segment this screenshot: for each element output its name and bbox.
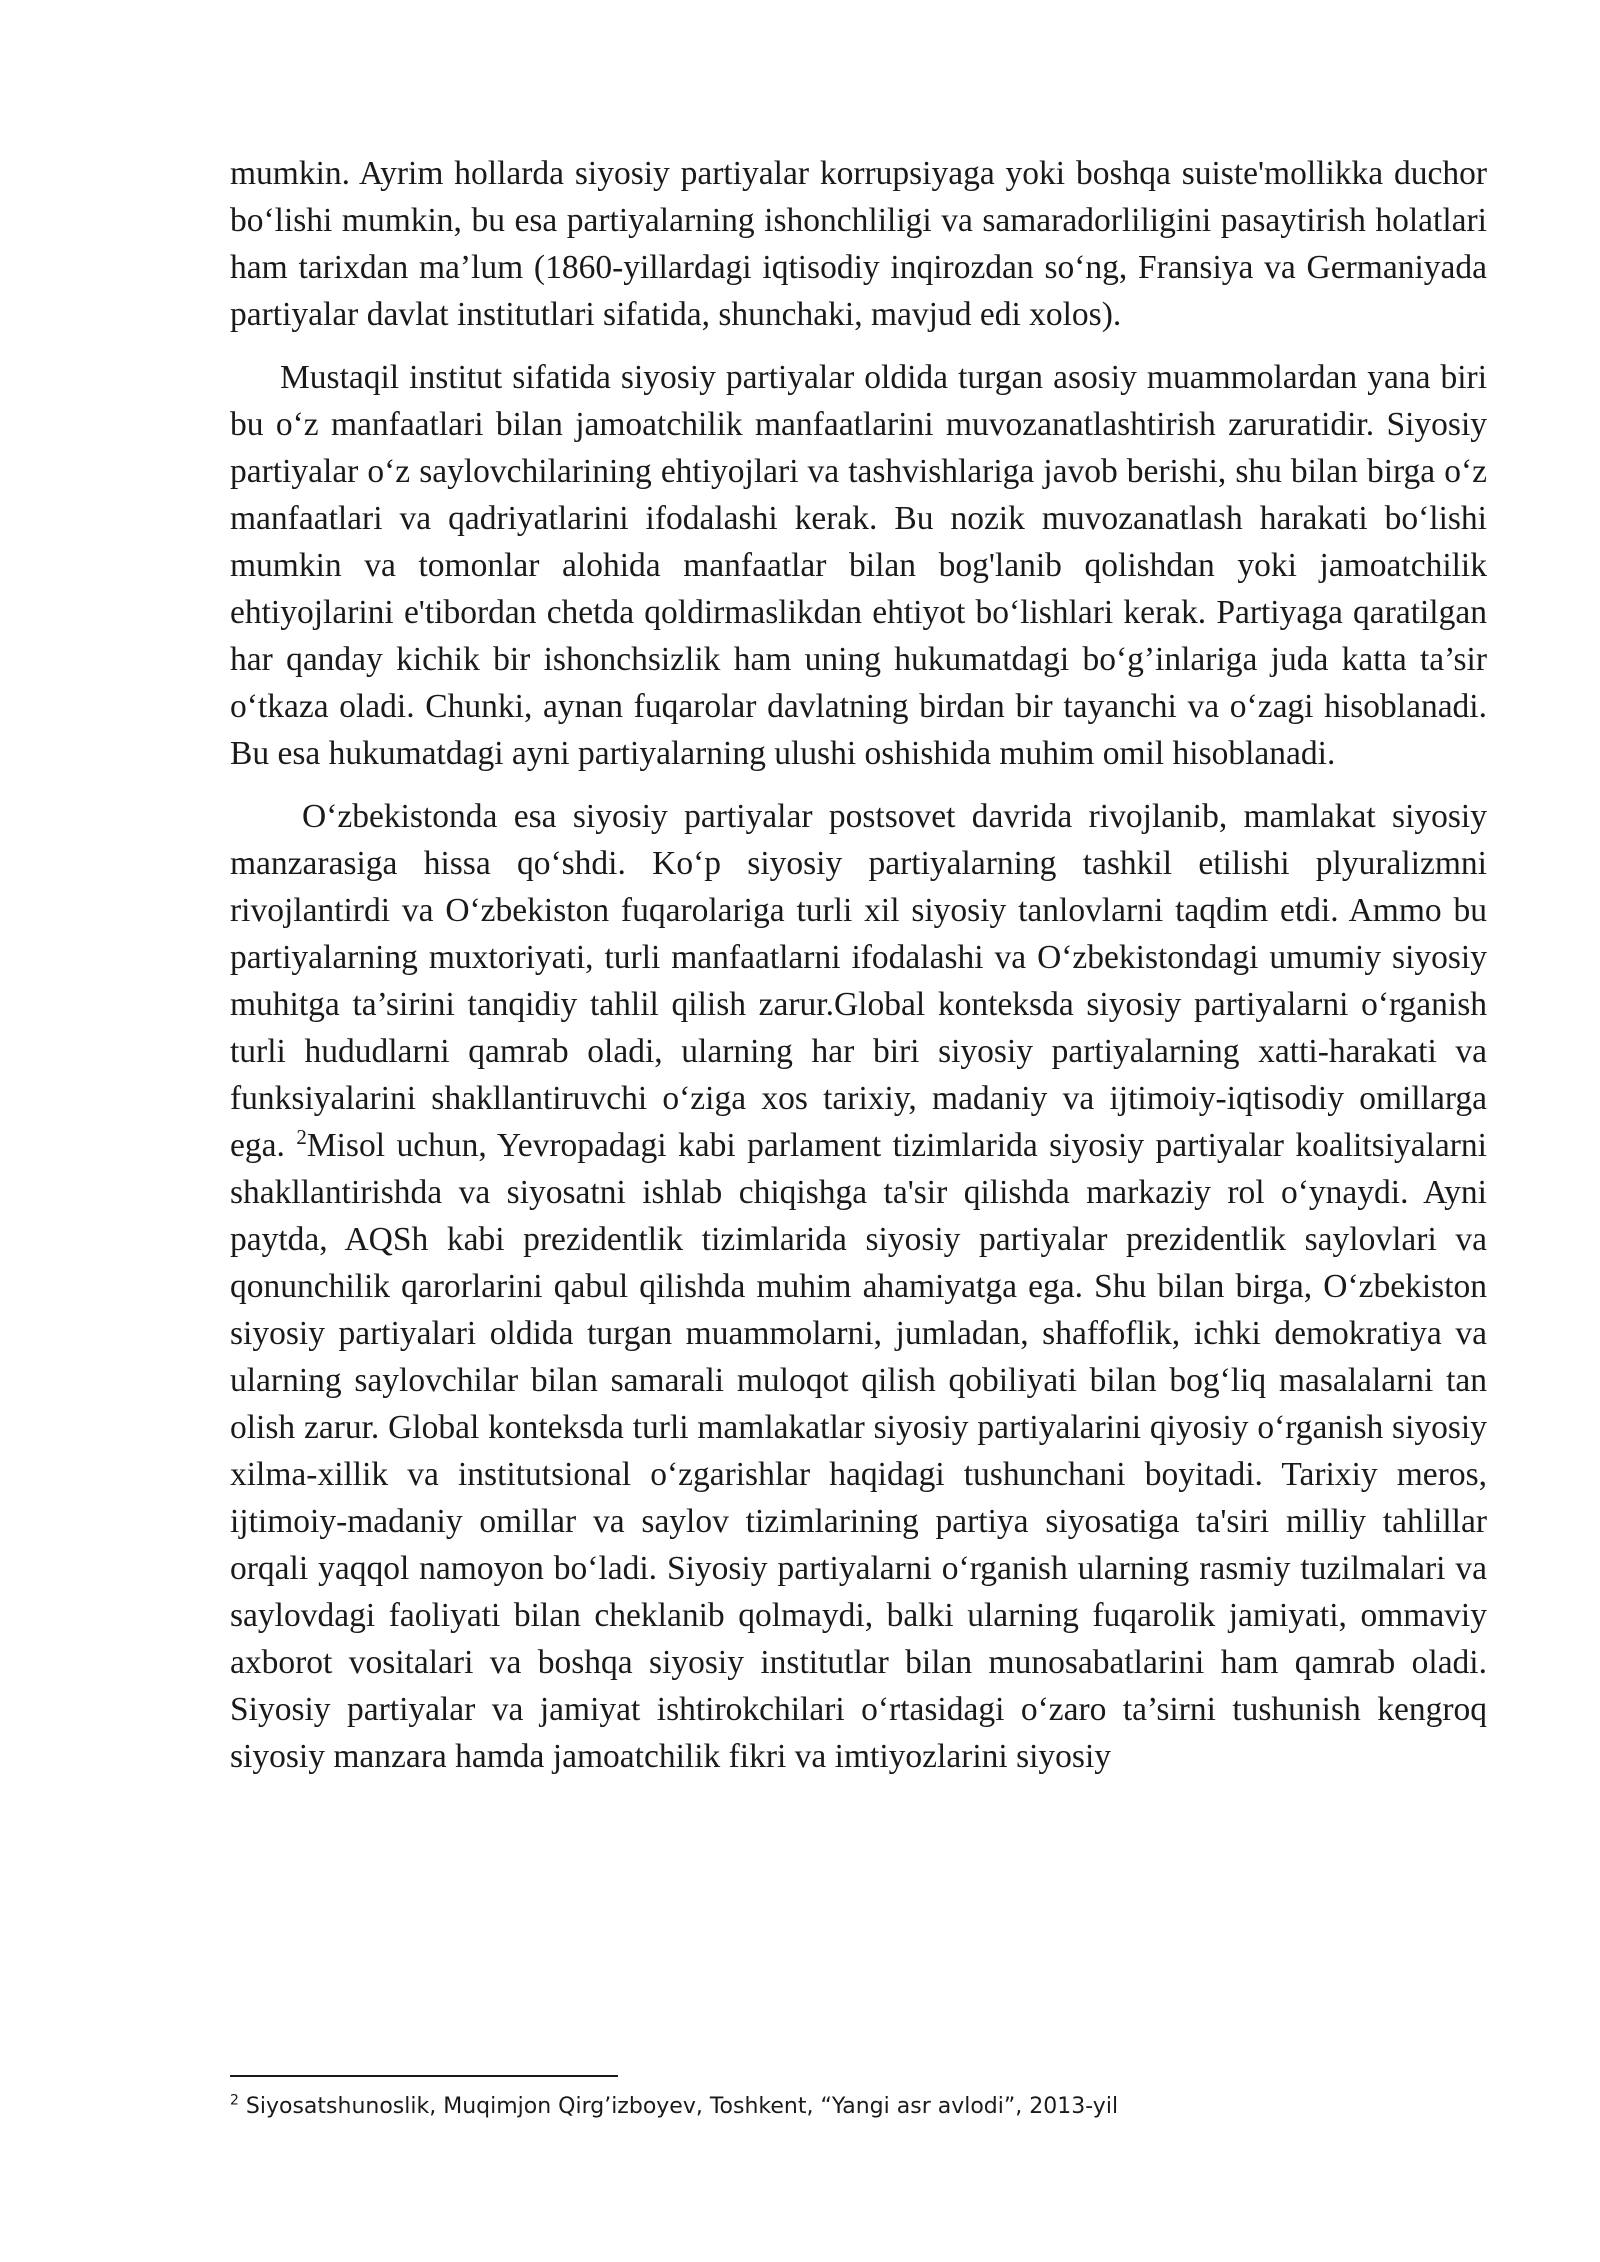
paragraph-2: Mustaqil institut sifatida siyosiy partiyalar oldida turgan asosiy muammolardan yana biri bu o‘z manfaatlari bilan jamoatchilik manfaatlarini muvozanatlashtirish zaruratidir. Siyosiy partiyalar o‘z saylovchilarining ehtiyojlari va tashvishlariga javob berishi, shu bilan birga o‘z manfaatlari va qadriyatlarini ifodalashi kerak. Bu nozik muvozanatlash harakati bo‘lishi mumkin va tomonlar alohida manfaatlar bilan bog'lanib qolishdan yoki jamoatchilik ehtiyojlarini e'tibordan chetda qoldirmaslikdan ehtiyot bo‘lishlari kerak. Partiyaga qaratilgan har qanday kichik bir ishonchsizlik ham uning hukumatdagi bo‘g’inlariga juda katta ta’sir o‘tkaza oladi. Chunki, aynan fuqarolar davlatning birdan bir tayanchi va o‘zagi hisoblanadi. Bu esa hukumatdagi ayni partiyalarning ulushi oshishida muhim omil hisoblanadi. <box>230 359 1487 772</box>
footnote-separator <box>230 2075 618 2077</box>
paragraph-1: mumkin. Ayrim hollarda siyosiy partiyalar korrupsiyaga yoki boshqa suiste'mollikka duchor bo‘lishi mumkin, bu esa partiyalarning ishonchliligi va samaradorliligini pasaytirish holatlari ham tarixdan ma’lum (1860-yillardagi iqtisodiy inqirozdan so‘ng, Fransiya va Germaniyada partiyalar davlat institutlari sifatida, shunchaki, mavjud edi xolos). <box>230 155 1487 333</box>
paragraph-3-continuation: Misol uchun, Yevropadagi kabi parlament tizimlarida siyosiy partiyalar koalitsiyalarni shakllantirishda va siyosatni ishlab chiqishga ta'sir qilishda markaziy rol o‘ynaydi. Ayni paytda, AQSh kabi prezidentlik tizimlarida siyosiy partiyalar prezidentlik saylovlari va qonunchilik qarorlarini qabul qilishda muhim ahamiyatga ega. Shu bilan birga, O‘zbekiston siyosiy partiyalari oldida turgan muammolarni, jumladan, shaffoflik, ichki demokratiya va ularning saylovchilar bilan samarali muloqot qilish qobiliyati bilan bog‘liq masalalarni tan olish zarur. Global konteksda turli mamlakatlar siyosiy partiyalarini qiyosiy o‘rganish siyosiy xilma-xillik va institutsional o‘zgarishlar haqidagi tushunchani boyitadi. Tarixiy meros, ijtimoiy-madaniy omillar va saylov tizimlarining partiya siyosatiga ta'siri milliy tahlillar orqali yaqqol namoyon bo‘ladi. Siyosiy partiyalarni o‘rganish ularning rasmiy tuzilmalari va saylovdagi faoliyati bilan cheklanib qolmaydi, balki ularning fuqarolik jamiyati, ommaviy axborot vositalari va boshqa siyosiy institutlar bilan munosabatlarini ham qamrab oladi. Siyosiy partiyalar va jamiyat ishtirokchilari o‘rtasidagi o‘zaro ta’sirni tushunish kengroq siyosiy manzara hamda jamoatchilik fikri va imtiyozlarini siyosiy <box>230 1127 1487 1775</box>
paragraph-3-start: O‘zbekistonda esa siyosiy partiyalar postsovet davrida rivojlanib, mamlakat siyosiy manzarasiga hissa qo‘shdi. Ko‘p siyosiy partiyalarning tashkil etilishi plyuralizmni rivojlantirdi va O‘zbekiston fuqarolariga turli xil siyosiy tanlovlarni taqdim etdi. Ammo bu partiyalarning muxtoriyati, turli manfaatlarni ifodalashi va O‘zbekistondagi umumiy siyosiy muhitga ta’sirini tanqidiy tahlil qilish zarur.Global konteksda siyosiy partiyalarni o‘rganish turli hududlarni qamrab oladi, ularning har biri siyosiy partiyalarning xatti-harakati va funksiyalarini shakllantiruvchi o‘ziga xos tarixiy, madaniy va ijtimoiy-iqtisodiy omillarga ega. <box>230 798 1487 1164</box>
footnote <box>230 2092 1487 2122</box>
footnote-number: 2 <box>230 2092 239 2109</box>
body-text <box>230 150 1487 1780</box>
footnote-reference[interactable]: 2 <box>296 1124 307 1149</box>
footnote-text: Siyosatshunoslik, Muqimjon Qirg’izboyev, Toshkent, “Yangi asr avlodi”, 2013-yil <box>238 2094 1119 2119</box>
paragraph-3 <box>230 793 1487 1780</box>
